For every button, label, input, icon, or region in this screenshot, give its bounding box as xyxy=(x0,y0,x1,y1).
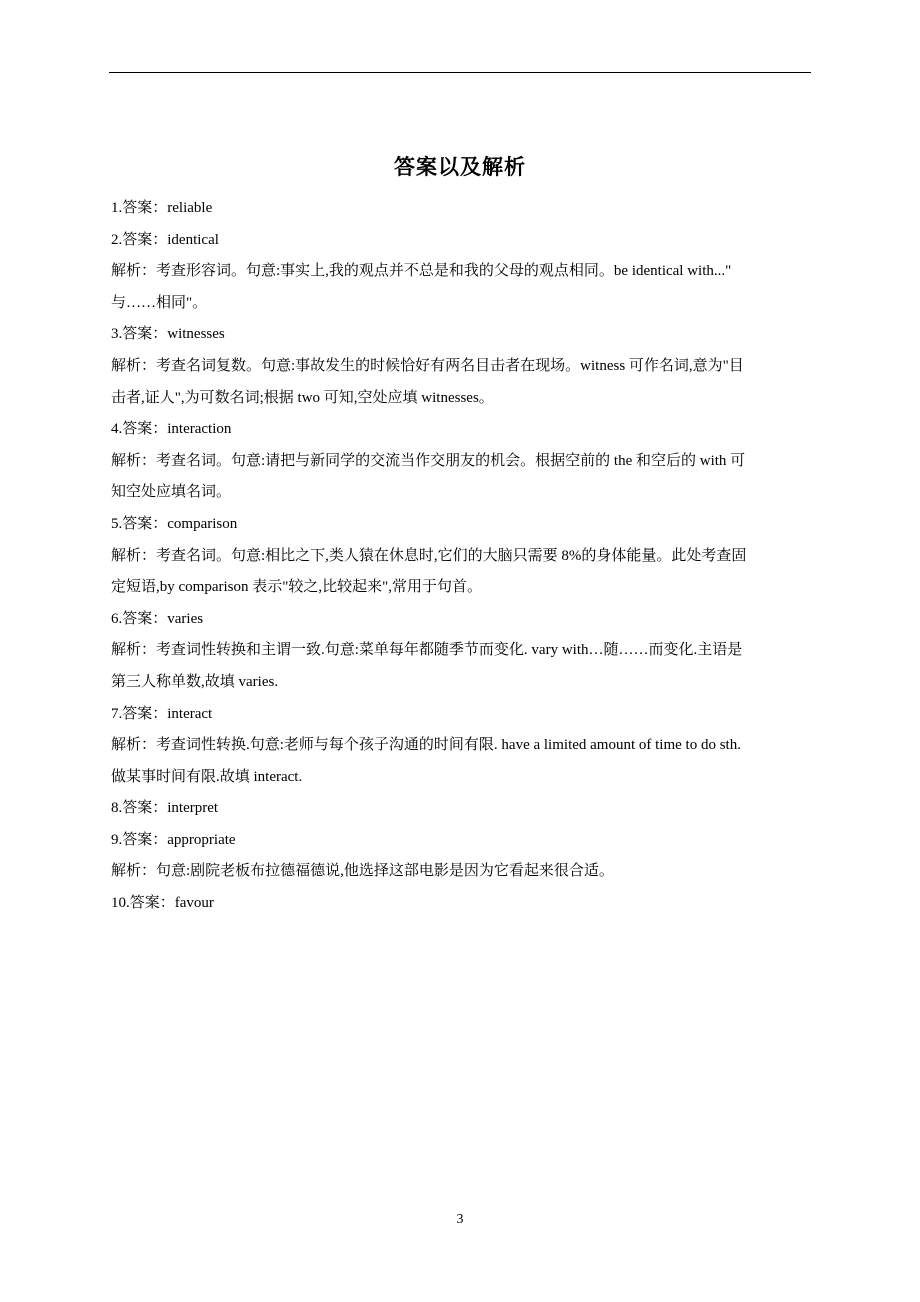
explanation-line: 定短语,by comparison 表示"较之,比较起来",常用于句首。 xyxy=(111,579,482,596)
answer-line: 3.答案：witnesses xyxy=(111,326,225,343)
answer-line: 1.答案：reliable xyxy=(111,200,213,216)
explanation-line: 解析：考查名词。句意:相比之下,类人猿在休息时,它们的大脑只需要 8%的身体能量。此处考查固 xyxy=(111,547,747,564)
answer-line: 2.答案：identical xyxy=(111,231,219,248)
explanation-line: 击者,证人",为可数名词;根据 two 可知,空处应填 witnesses。 xyxy=(111,389,494,406)
explanation-line: 第三人称单数,故填 varies. xyxy=(111,673,279,690)
answer-line: 10.答案：favour xyxy=(111,895,214,912)
explanation-line: 知空处应填名词。 xyxy=(111,484,232,501)
page-title: 答案以及解析 xyxy=(394,155,526,179)
answer-line: 9.答案：appropriate xyxy=(111,831,236,848)
answer-line: 5.答案：comparison xyxy=(111,515,238,532)
page-number: 3 xyxy=(456,1212,464,1227)
answer-line: 8.答案：interpret xyxy=(111,800,219,817)
explanation-line: 与……相同"。 xyxy=(111,294,208,311)
explanation-line: 解析：考查词性转换.句意:老师与每个孩子沟通的时间有限. have a limited amount of time to do sth. xyxy=(111,737,741,754)
explanation-line: 解析：考查名词。句意:请把与新同学的交流当作交朋友的机会。根据空前的 the 和空后的 with 可 xyxy=(111,452,746,469)
answer-list xyxy=(111,196,821,923)
header-rule xyxy=(109,72,811,73)
explanation-line: 解析：考查词性转换和主谓一致.句意:菜单每年都随季节而变化. vary with…随……而变化.主语是 xyxy=(111,642,743,659)
explanation-line: 做某事时间有限.故填 interact. xyxy=(111,768,303,785)
explanation-line: 解析：考查形容词。句意:事实上,我的观点并不总是和我的父母的观点相同。be identical with..." xyxy=(111,263,732,280)
explanation-line: 解析：句意:剧院老板布拉德福德说,他选择这部电影是因为它看起来很合适。 xyxy=(111,863,614,880)
answer-line: 7.答案：interact xyxy=(111,705,213,722)
answer-line: 6.答案：varies xyxy=(111,610,204,627)
explanation-line: 解析：考查名词复数。句意:事故发生的时候恰好有两名目击者在现场。witness 可作名词,意为"目 xyxy=(111,357,744,374)
answer-line: 4.答案：interaction xyxy=(111,421,232,438)
